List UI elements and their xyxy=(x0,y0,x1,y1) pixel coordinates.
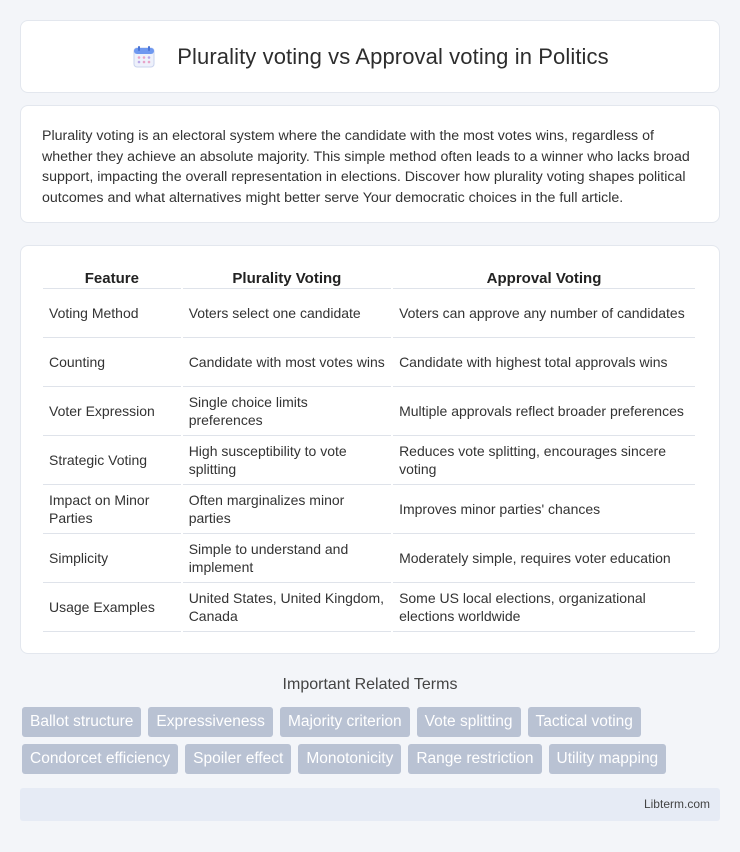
table-cell-feature: Impact on Minor Parties xyxy=(43,485,181,534)
comparison-table xyxy=(41,264,697,632)
related-term-tag[interactable]: Majority criterion xyxy=(280,707,410,737)
table-row xyxy=(43,583,695,632)
comparison-card xyxy=(20,245,720,654)
table-cell-plurality: High susceptibility to vote splitting xyxy=(183,436,391,485)
table-row xyxy=(43,436,695,485)
table-cell-plurality: Voters select one candidate xyxy=(183,289,391,338)
table-cell-approval: Moderately simple, requires voter education xyxy=(393,534,695,583)
table-row xyxy=(43,387,695,436)
table-cell-approval: Some US local elections, organizational elections worldwide xyxy=(393,583,695,632)
related-term-tag[interactable]: Condorcet efficiency xyxy=(22,744,178,774)
related-term-tag[interactable]: Ballot structure xyxy=(22,707,141,737)
related-terms-heading: Important Related Terms xyxy=(282,676,458,693)
header-card xyxy=(20,20,720,93)
table-cell-approval: Candidate with highest total approvals wins xyxy=(393,338,695,387)
intro-text: Plurality voting is an electoral system where the candidate with the most votes wins, regardless of whether they achieve an absolute majority. This simple method often leads to a winner who lacks broad support, impacting the overall representation in elections. Discover how plurality voting shapes political outcomes and what alternatives might better serve Your democratic choices in the full article. xyxy=(42,128,690,206)
table-header-row xyxy=(43,264,695,289)
table-cell-approval: Multiple approvals reflect broader preferences xyxy=(393,387,695,436)
calendar-icon xyxy=(131,44,157,70)
table-cell-feature: Voter Expression xyxy=(43,387,181,436)
table-cell-feature: Counting xyxy=(43,338,181,387)
table-cell-approval: Voters can approve any number of candidates xyxy=(393,289,695,338)
related-term-tag[interactable]: Monotonicity xyxy=(298,744,401,774)
page-title: Plurality voting vs Approval voting in Politics xyxy=(177,43,609,69)
related-term-tag[interactable]: Spoiler effect xyxy=(185,744,291,774)
table-row xyxy=(43,338,695,387)
footer-brand-link[interactable]: Libterm.com xyxy=(643,797,710,811)
related-term-tag[interactable]: Range restriction xyxy=(408,744,541,774)
related-term-tag[interactable]: Expressiveness xyxy=(148,707,273,737)
table-row xyxy=(43,485,695,534)
table-cell-feature: Strategic Voting xyxy=(43,436,181,485)
table-row xyxy=(43,289,695,338)
table-cell-feature: Simplicity xyxy=(43,534,181,583)
table-cell-plurality: United States, United Kingdom, Canada xyxy=(183,583,391,632)
table-cell-feature: Voting Method xyxy=(43,289,181,338)
table-cell-approval: Improves minor parties' chances xyxy=(393,485,695,534)
table-cell-plurality: Single choice limits preferences xyxy=(183,387,391,436)
related-term-tag[interactable]: Utility mapping xyxy=(549,744,667,774)
column-header-feature: Feature xyxy=(43,264,181,289)
related-term-tag[interactable]: Tactical voting xyxy=(528,707,641,737)
table-cell-plurality: Candidate with most votes wins xyxy=(183,338,391,387)
table-cell-feature: Usage Examples xyxy=(43,583,181,632)
column-header-plurality: Plurality Voting xyxy=(183,264,391,289)
related-terms-list xyxy=(22,707,722,781)
table-row xyxy=(43,534,695,583)
table-cell-plurality: Simple to understand and implement xyxy=(183,534,391,583)
column-header-approval: Approval Voting xyxy=(393,264,695,289)
intro-card xyxy=(20,105,720,223)
related-term-tag[interactable]: Vote splitting xyxy=(417,707,521,737)
footer xyxy=(20,788,720,821)
table-cell-plurality: Often marginalizes minor parties xyxy=(183,485,391,534)
table-cell-approval: Reduces vote splitting, encourages sincere voting xyxy=(393,436,695,485)
